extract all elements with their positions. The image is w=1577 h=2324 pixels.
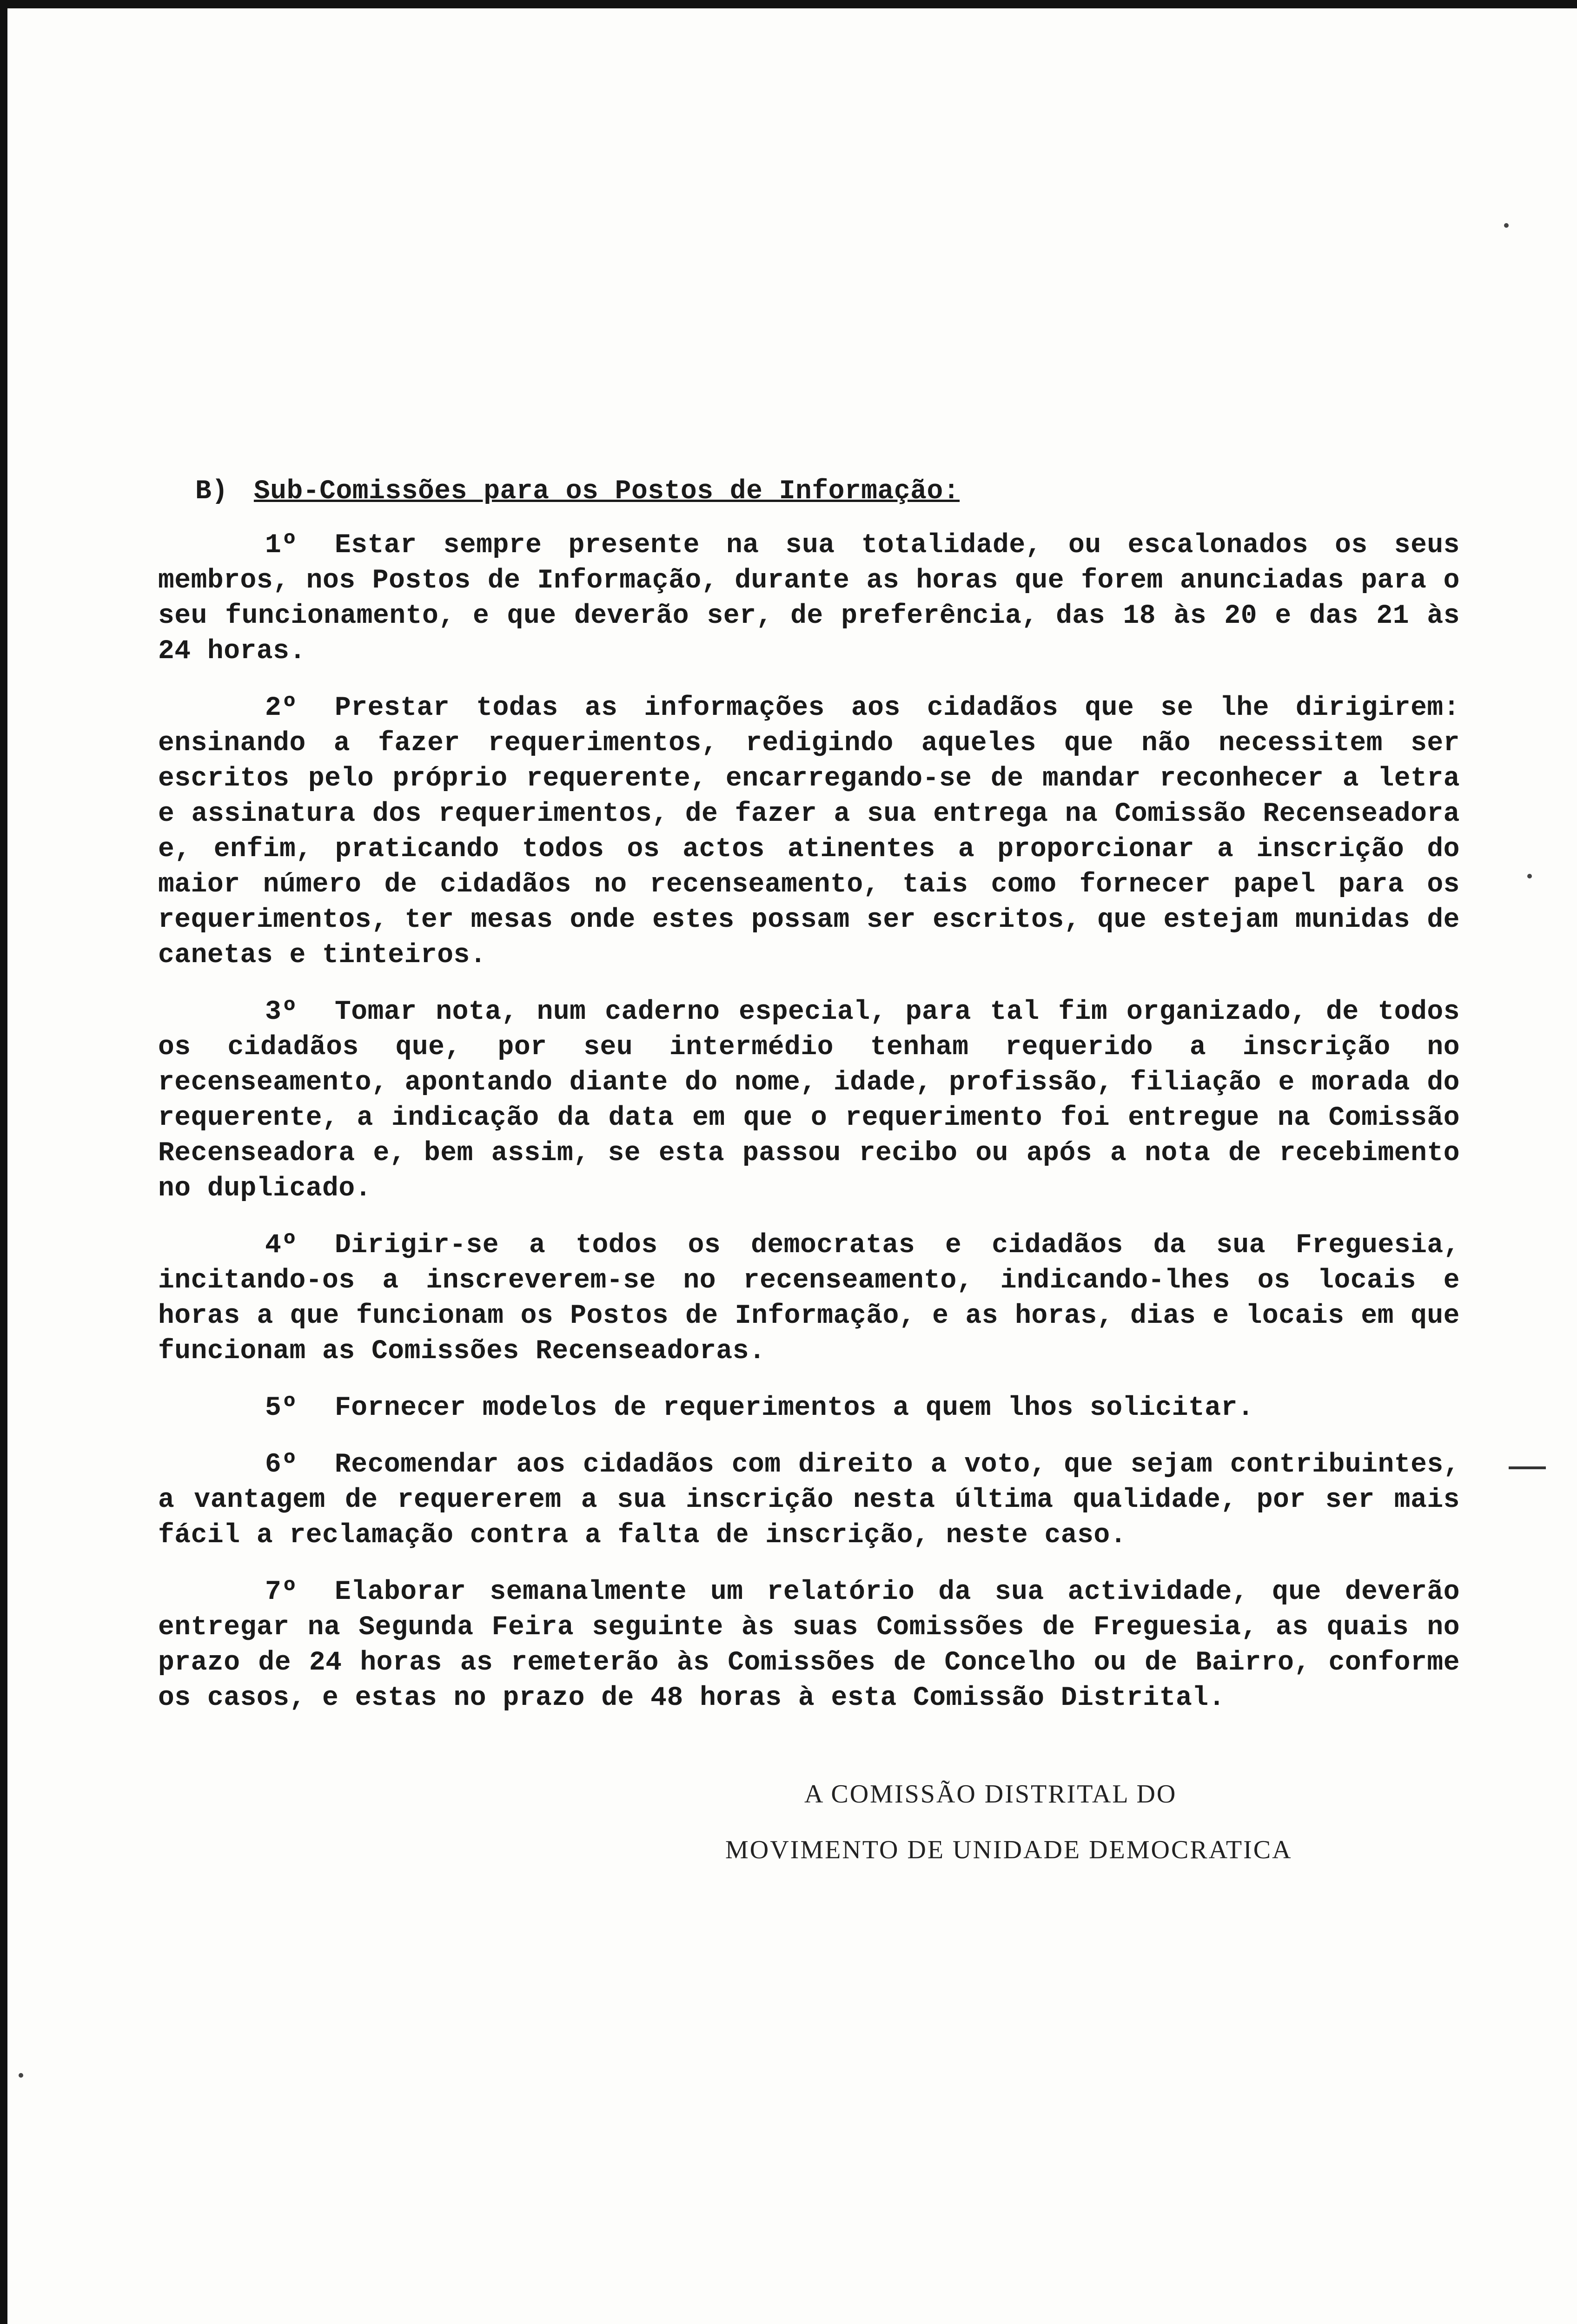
item-text: Dirigir-se a todos os democratas e cidadãos da sua Freguesia, incitando-os a inscreverem-se no recenseamento, indicando-lhes os locais e horas a que funcionam os Postos de Informação, e as horas, dias e locais em que funcionam as Comissões Recenseadoras. (158, 1230, 1460, 1367)
list-item (158, 1228, 1460, 1369)
signature-block (725, 1776, 1423, 1868)
item-text: Prestar todas as informações aos cidadãos que se lhe dirigirem: ensinando a fazer requerimentos, redigindo aqueles que não necessitem ser escritos pelo próprio requerente, encarregando-se de mandar reconhecer a letra e assinatura dos requerimentos, de fazer a sua entrega na Comissão Recenseadora e, enfim, praticando todos os actos atinentes a proporcionar a inscrição do maior número de cidadãos no recenseamento, tais como fornecer papel para os requerimentos, ter mesas onde estes possam ser escritos, que estejam munidas de canetas e tinteiros. (158, 693, 1460, 971)
item-text: Tomar nota, num caderno especial, para tal fim organizado, de todos os cidadãos que, por seu intermédio tenham requerido a inscrição no recenseamento, apontando diante do nome, idade, profissão, filiação e morada do requerente, a indicação da data em que o requerimento foi entregue na Comissão Recenseadora e, bem assim, se esta passou recibo ou após a nota de recebimento no duplicado. (158, 997, 1460, 1204)
list-item (158, 1391, 1460, 1426)
item-number: 1º (265, 530, 298, 561)
scan-border-left (0, 0, 7, 2324)
section-prefix: B) (195, 476, 228, 507)
item-number: 6º (265, 1450, 298, 1480)
item-text: Estar sempre presente na sua totalidade, ou escalonados os seus membros, nos Postos de Informação, durante as horas que forem anunciadas para o seu funcionamento, e que deverão ser, de preferência, das 18 às 20 e das 21 às 24 horas. (158, 530, 1460, 667)
list-item (158, 528, 1460, 669)
scan-speck (1527, 874, 1532, 878)
scan-border-top (0, 0, 1577, 8)
item-number: 3º (265, 997, 298, 1027)
list-item (158, 1447, 1460, 1553)
list-item (158, 691, 1460, 973)
scan-speck (19, 2073, 23, 2078)
list-item (158, 995, 1460, 1207)
item-number: 2º (265, 693, 298, 723)
margin-mark (1509, 1466, 1546, 1469)
section-heading (195, 474, 1460, 509)
item-number: 5º (265, 1393, 298, 1423)
section-title: Sub-Comissões para os Postos de Informação: (253, 476, 960, 507)
item-text: Elaborar semanalmente um relatório da sua actividade, que deverão entregar na Segunda Feira seguinte às suas Comissões de Freguesia, as quais no prazo de 24 horas as remeterão às Comissões de Concelho ou de Bairro, conforme os casos, e estas no prazo de 48 horas à esta Comissão Distrital. (158, 1577, 1460, 1713)
signature-line-2: MOVIMENTO DE UNIDADE DEMOCRATICA (725, 1835, 1292, 1864)
list-item (158, 1575, 1460, 1716)
item-number: 7º (265, 1577, 298, 1607)
item-number: 4º (265, 1230, 298, 1261)
signature-line-1: A COMISSÃO DISTRITAL DO (804, 1780, 1177, 1809)
scan-speck (1504, 223, 1509, 228)
document-body (158, 474, 1460, 1737)
item-text: Fornecer modelos de requerimentos a quem lhos solicitar. (335, 1393, 1254, 1423)
item-text: Recomendar aos cidadãos com direito a voto, que sejam contribuintes, a vantagem de requererem a sua inscrição nesta última qualidade, por ser mais fácil a reclamação contra a falta de inscrição, neste caso. (158, 1450, 1460, 1551)
